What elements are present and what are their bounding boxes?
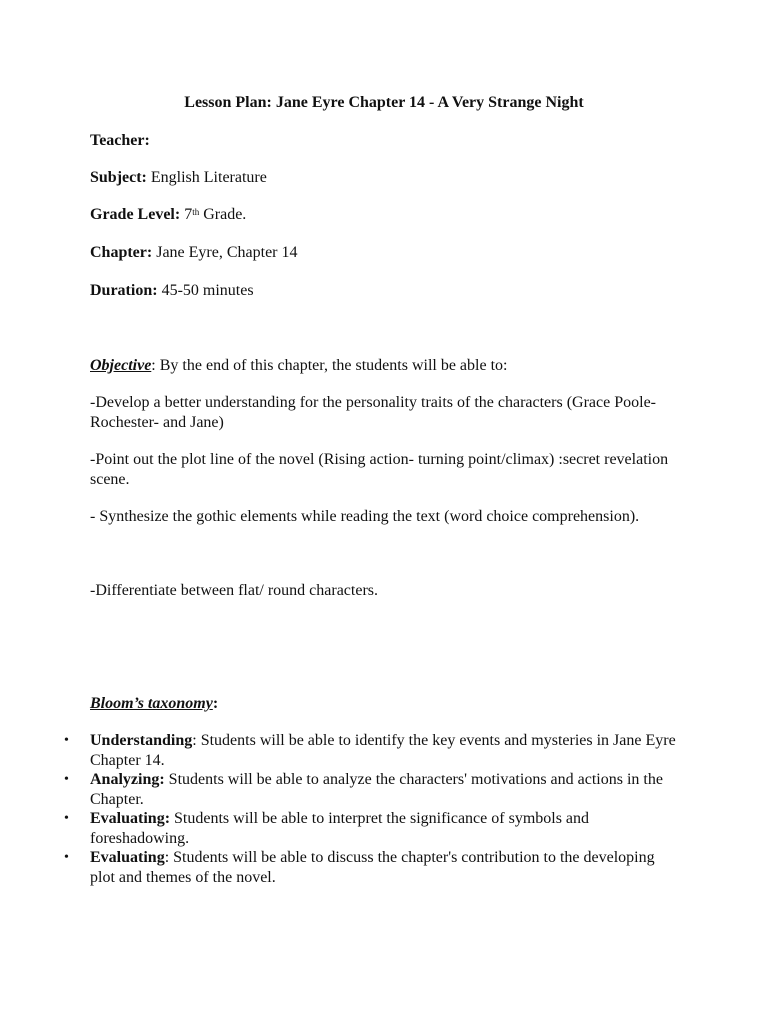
subject-label: Subject: <box>90 169 147 186</box>
list-item <box>64 770 680 809</box>
chapter-label: Chapter: <box>90 244 153 261</box>
duration-field <box>90 281 690 300</box>
grade-level-ordinal: th <box>192 207 200 217</box>
blooms-item-text: Students will be able to analyze the characters' motivations and actions in the Chapter. <box>90 771 663 808</box>
objective-item: - Synthesize the gothic elements while reading the text (word choice comprehension). <box>90 508 640 525</box>
blooms-item-label: Evaluating: <box>90 810 171 827</box>
teacher-field <box>90 131 690 150</box>
grade-level-number: 7 <box>180 206 193 223</box>
objective-item: -Point out the plot line of the novel (Rising action- turning point/climax) :secret revelation scene. <box>90 451 669 488</box>
blooms-item-label: Analyzing: <box>90 771 165 788</box>
chapter-value: Jane Eyre, Chapter 14 <box>152 244 298 261</box>
list-item <box>64 848 680 887</box>
blooms-item-label: Evaluating <box>90 849 165 866</box>
objective-heading: Objective <box>90 357 152 374</box>
duration-label: Duration: <box>90 282 158 299</box>
blooms-item-text: Students will be able to interpret the significance of symbols and foreshadowing. <box>90 810 590 847</box>
blooms-item-label: Understanding <box>90 732 193 749</box>
chapter-field <box>90 243 690 262</box>
subject-value: English Literature <box>146 169 267 186</box>
objective-intro <box>90 356 690 375</box>
blooms-heading-line <box>90 694 690 713</box>
duration-value: 45-50 minutes <box>157 282 254 299</box>
list-item <box>64 731 680 770</box>
subject-field <box>90 168 690 187</box>
objective-item: -Develop a better understanding for the personality traits of the characters (Grace Poole- Rochester- and Jane) <box>90 394 656 431</box>
bullet-icon: • <box>64 850 69 865</box>
teacher-label: Teacher: <box>90 132 150 149</box>
bullet-icon: • <box>64 733 69 748</box>
blooms-heading-colon: : <box>212 695 219 712</box>
grade-level-suffix: Grade. <box>199 206 247 223</box>
blooms-heading: Bloom’s taxonomy <box>90 695 213 712</box>
bullet-icon: • <box>64 811 69 826</box>
grade-level-field <box>90 205 690 224</box>
blooms-list <box>64 731 690 887</box>
blooms-item-text: : Students will be able to identify the key events and mysteries in Jane Eyre Chapter 14. <box>90 732 676 769</box>
objective-intro-text: : By the end of this chapter, the students will be able to: <box>151 357 508 374</box>
list-item <box>64 809 680 848</box>
blooms-item-text: : Students will be able to discuss the chapter's contribution to the developing plot and themes of the novel. <box>90 849 655 886</box>
bullet-icon: • <box>64 772 69 787</box>
objective-item: -Differentiate between flat/ round characters. <box>90 582 378 599</box>
grade-level-label: Grade Level: <box>90 206 181 223</box>
document-title: Lesson Plan: Jane Eyre Chapter 14 - A Very Strange Night <box>184 94 584 111</box>
